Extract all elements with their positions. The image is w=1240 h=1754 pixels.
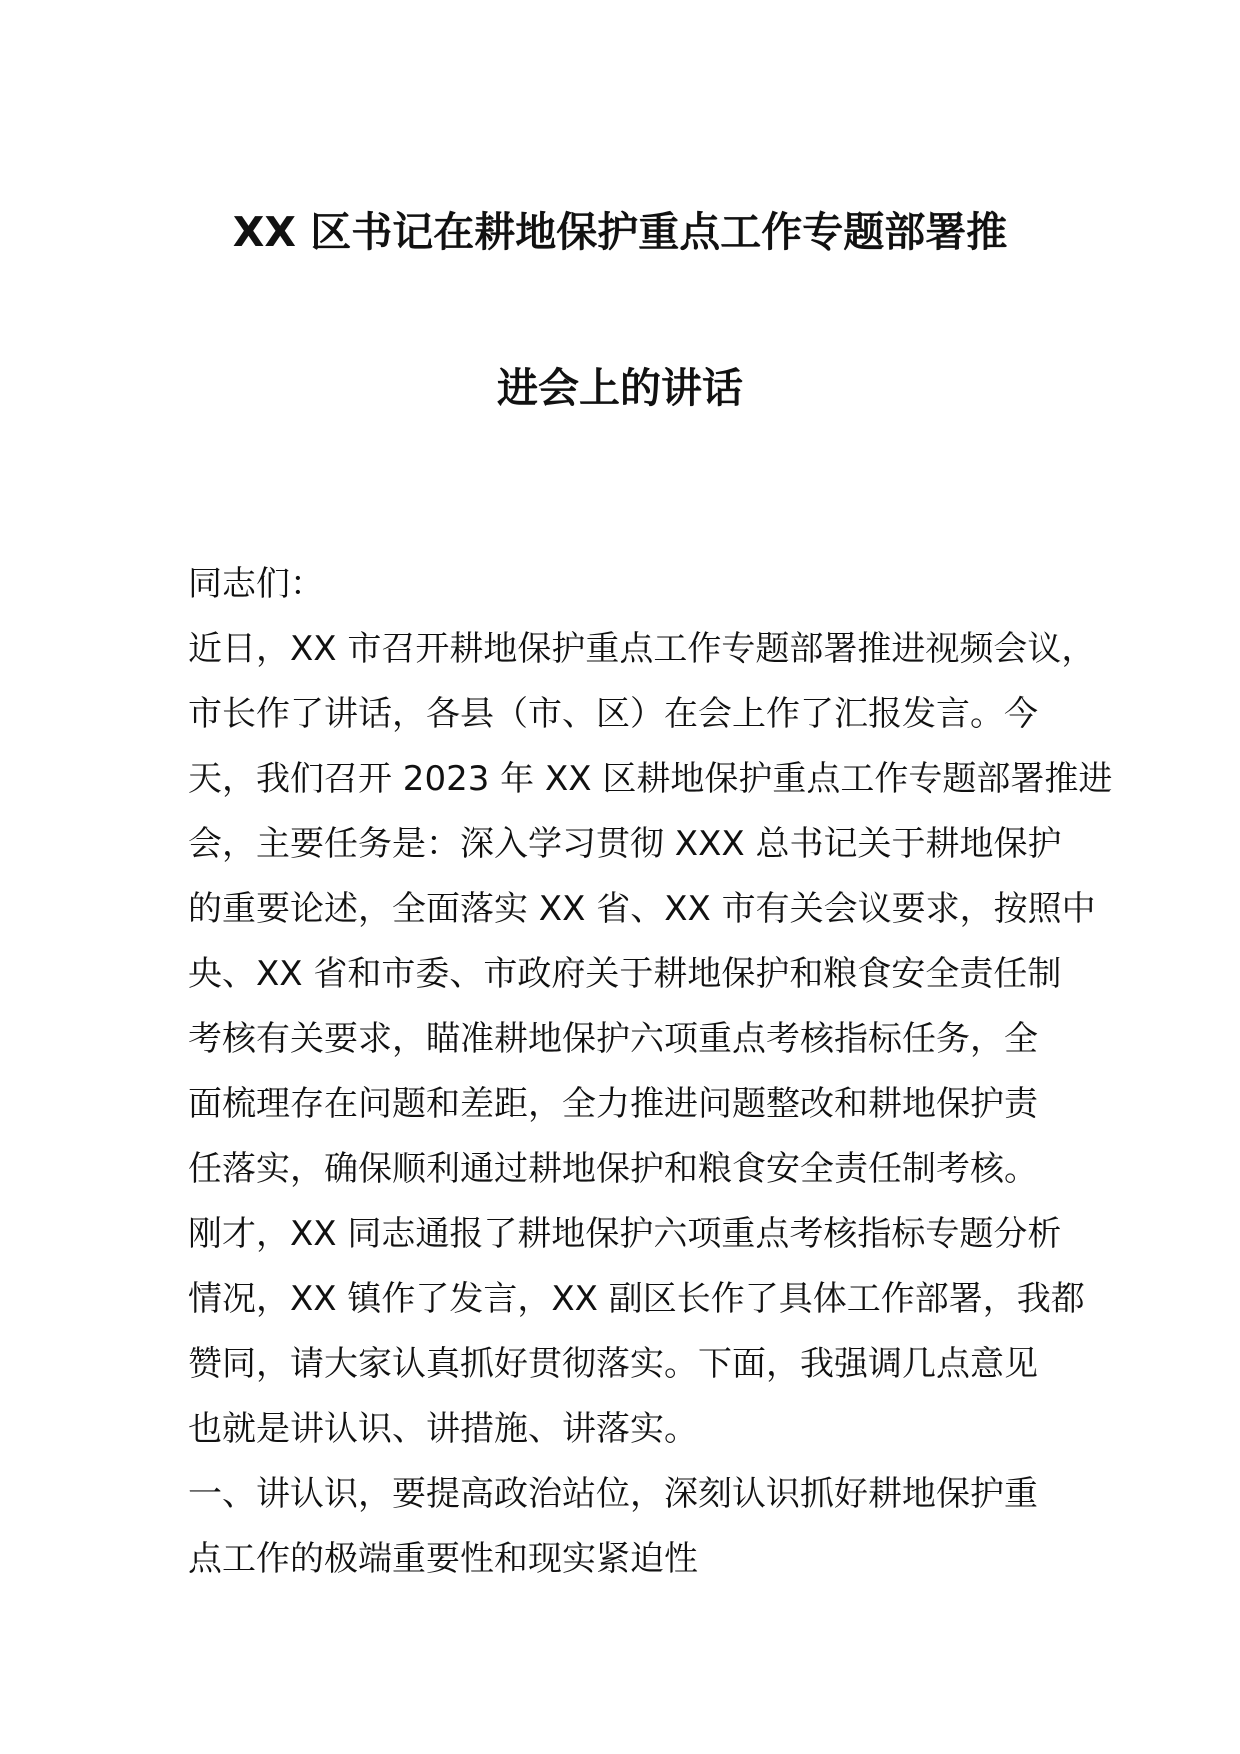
body-text-line: 也就是讲认识、讲措施、讲落实。 xyxy=(188,1409,698,1449)
body-text-line: 任落实，确保顺利通过耕地保护和粮食安全责任制考核。 xyxy=(188,1149,1038,1189)
document-title-line-2: 进会上的讲话 xyxy=(497,364,743,412)
body-text-line: 市长作了讲话，各县（市、区）在会上作了汇报发言。今 xyxy=(188,694,1038,734)
section-heading-line: 点工作的极端重要性和现实紧迫性 xyxy=(188,1539,698,1579)
body-text-line: 近日，XX 市召开耕地保护重点工作专题部署推进视频会议， xyxy=(188,629,1096,669)
body-text-line: 考核有关要求，瞄准耕地保护六项重点考核指标任务，全 xyxy=(188,1019,1038,1059)
body-text-line: 情况，XX 镇作了发言，XX 副区长作了具体工作部署，我都 xyxy=(188,1279,1085,1319)
salutation: 同志们： xyxy=(188,564,324,604)
body-text-line: 赞同，请大家认真抓好贯彻落实。下面，我强调几点意见 xyxy=(188,1344,1038,1384)
body-text-line: 刚才，XX 同志通报了耕地保护六项重点考核指标专题分析 xyxy=(188,1214,1062,1254)
document-title-line-1: XX 区书记在耕地保护重点工作专题部署推 xyxy=(232,208,1008,256)
section-heading-line: 一、讲认识，要提高政治站位，深刻认识抓好耕地保护重 xyxy=(188,1474,1038,1514)
body-text-line: 的重要论述，全面落实 XX 省、XX 市有关会议要求，按照中 xyxy=(188,889,1096,929)
body-text-line: 面梳理存在问题和差距，全力推进问题整改和耕地保护责 xyxy=(188,1084,1038,1124)
body-text-line: 会，主要任务是：深入学习贯彻 XXX 总书记关于耕地保护 xyxy=(188,824,1062,864)
body-text-line: 央、XX 省和市委、市政府关于耕地保护和粮食安全责任制 xyxy=(188,954,1062,994)
document-body xyxy=(188,552,1113,1592)
body-text-line: 天，我们召开 2023 年 XX 区耕地保护重点工作专题部署推进 xyxy=(188,759,1113,799)
